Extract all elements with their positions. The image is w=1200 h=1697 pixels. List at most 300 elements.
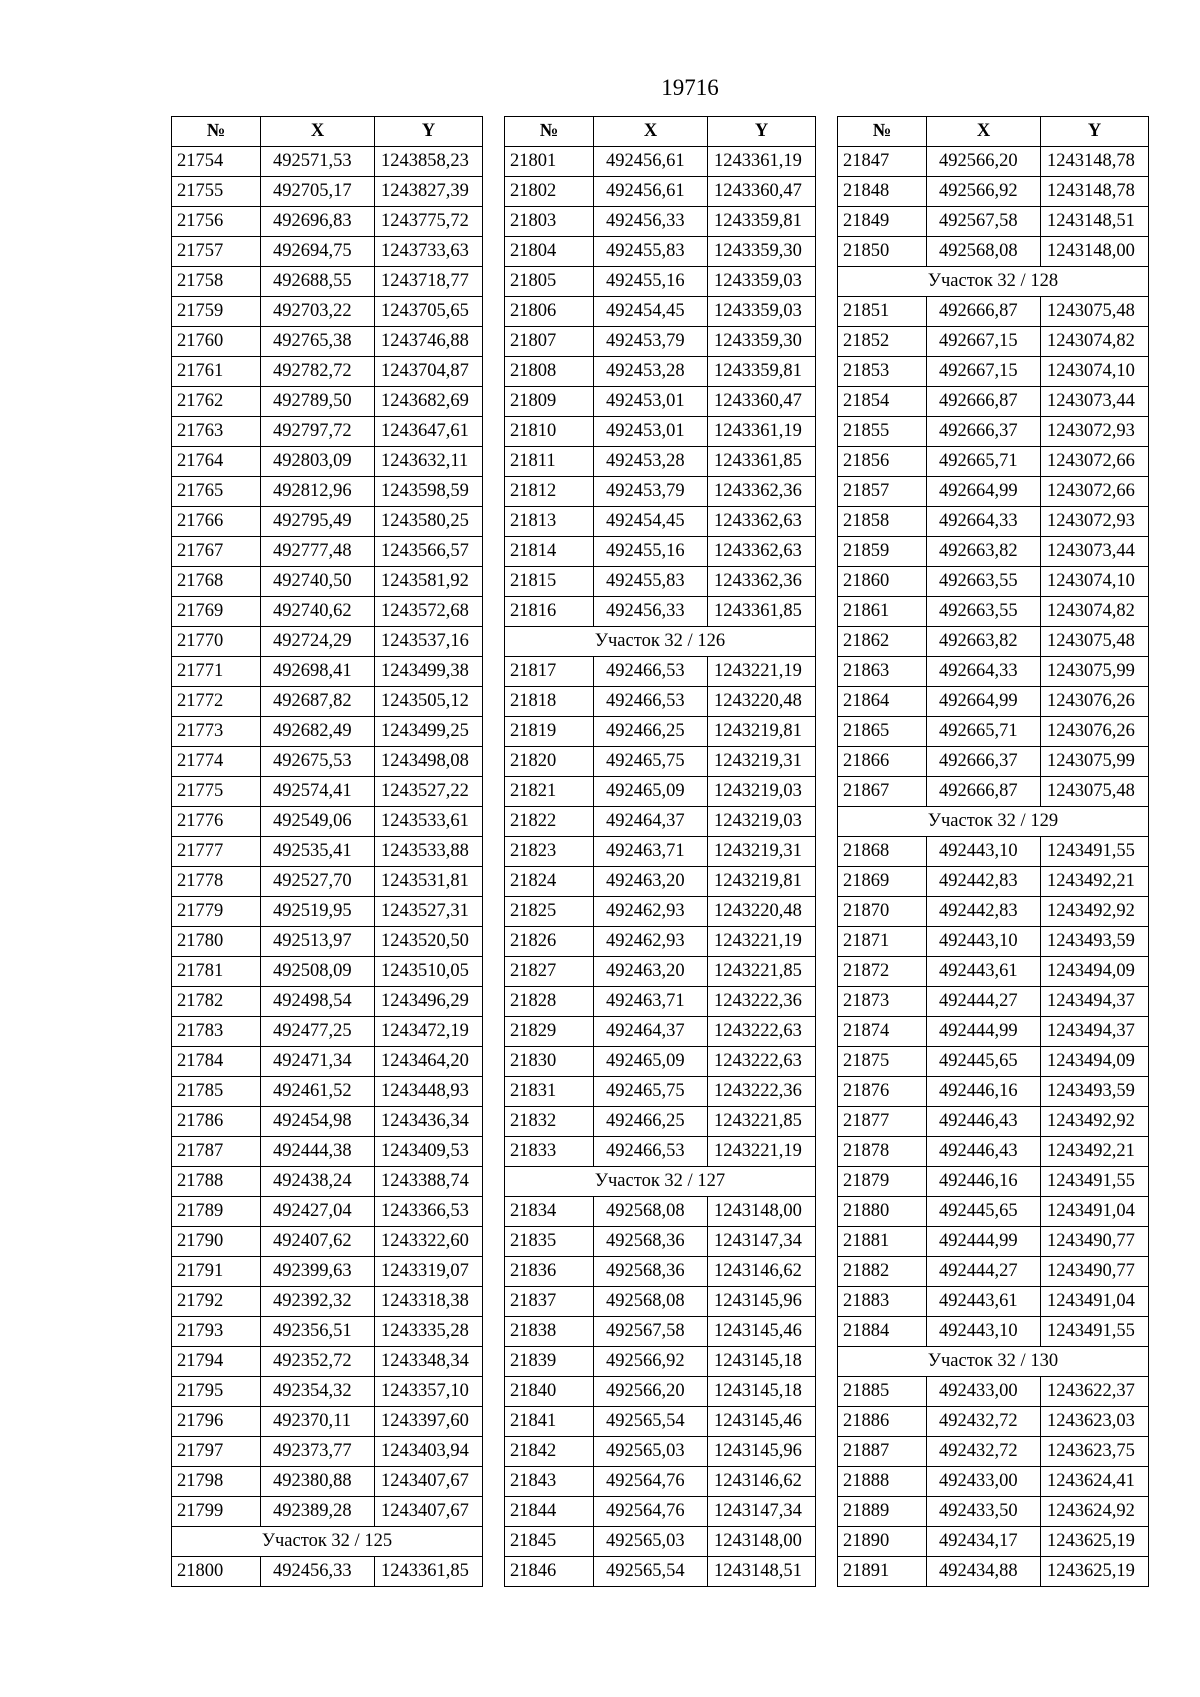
y-coordinate-cell: 1243322,60 — [375, 1227, 483, 1257]
header-number: № — [505, 117, 594, 147]
point-number-cell: 21876 — [838, 1077, 927, 1107]
point-number-cell: 21767 — [172, 537, 261, 567]
point-number-cell: 21867 — [838, 777, 927, 807]
point-number-cell: 21794 — [172, 1347, 261, 1377]
x-coordinate-cell: 492665,71 — [927, 447, 1041, 477]
x-coordinate-cell: 492740,62 — [261, 597, 375, 627]
point-number-cell: 21788 — [172, 1167, 261, 1197]
point-number-cell: 21884 — [838, 1317, 927, 1347]
point-number-cell: 21774 — [172, 747, 261, 777]
y-coordinate-cell: 1243492,92 — [1041, 1107, 1149, 1137]
y-coordinate-cell: 1243075,99 — [1041, 747, 1149, 777]
table-row — [505, 1347, 816, 1377]
x-coordinate-cell: 492663,55 — [927, 597, 1041, 627]
page-number: 19716 — [661, 75, 719, 100]
table-row — [505, 1197, 816, 1227]
point-number-cell: 21802 — [505, 177, 594, 207]
x-coordinate-cell: 492471,34 — [261, 1047, 375, 1077]
x-coordinate-cell: 492703,22 — [261, 297, 375, 327]
x-coordinate-cell: 492568,08 — [594, 1287, 708, 1317]
y-coordinate-cell: 1243360,47 — [708, 177, 816, 207]
y-coordinate-cell: 1243357,10 — [375, 1377, 483, 1407]
x-coordinate-cell: 492407,62 — [261, 1227, 375, 1257]
table-row — [838, 1527, 1149, 1557]
x-coordinate-cell: 492427,04 — [261, 1197, 375, 1227]
point-number-cell: 21775 — [172, 777, 261, 807]
table-row — [505, 177, 816, 207]
table-row — [838, 1017, 1149, 1047]
point-number-cell: 21822 — [505, 807, 594, 837]
table-row — [172, 1497, 483, 1527]
point-number-cell: 21761 — [172, 357, 261, 387]
y-coordinate-cell: 1243491,04 — [1041, 1287, 1149, 1317]
x-coordinate-cell: 492433,00 — [927, 1377, 1041, 1407]
x-coordinate-cell: 492432,72 — [927, 1437, 1041, 1467]
x-coordinate-cell: 492466,53 — [594, 687, 708, 717]
y-coordinate-cell: 1243362,63 — [708, 537, 816, 567]
x-coordinate-cell: 492454,45 — [594, 297, 708, 327]
table-row — [838, 597, 1149, 627]
x-coordinate-cell: 492765,38 — [261, 327, 375, 357]
x-coordinate-cell: 492399,63 — [261, 1257, 375, 1287]
table-row — [172, 447, 483, 477]
y-coordinate-cell: 1243492,92 — [1041, 897, 1149, 927]
y-coordinate-cell: 1243498,08 — [375, 747, 483, 777]
x-coordinate-cell: 492568,08 — [927, 237, 1041, 267]
table-row — [172, 627, 483, 657]
x-coordinate-cell: 492664,33 — [927, 657, 1041, 687]
x-coordinate-cell: 492454,98 — [261, 1107, 375, 1137]
table-row — [172, 1227, 483, 1257]
y-coordinate-cell: 1243490,77 — [1041, 1257, 1149, 1287]
x-coordinate-cell: 492370,11 — [261, 1407, 375, 1437]
x-coordinate-cell: 492463,20 — [594, 957, 708, 987]
point-number-cell: 21886 — [838, 1407, 927, 1437]
x-coordinate-cell: 492803,09 — [261, 447, 375, 477]
point-number-cell: 21830 — [505, 1047, 594, 1077]
y-coordinate-cell: 1243220,48 — [708, 897, 816, 927]
table-row — [505, 387, 816, 417]
x-coordinate-cell: 492443,10 — [927, 927, 1041, 957]
table-row — [172, 927, 483, 957]
table-row — [838, 1557, 1149, 1587]
x-coordinate-cell: 492663,82 — [927, 537, 1041, 567]
y-coordinate-cell: 1243464,20 — [375, 1047, 483, 1077]
x-coordinate-cell: 492466,53 — [594, 1137, 708, 1167]
y-coordinate-cell: 1243361,85 — [375, 1557, 483, 1587]
table-row — [172, 1137, 483, 1167]
table-header-row — [505, 117, 816, 147]
y-coordinate-cell: 1243510,05 — [375, 957, 483, 987]
x-coordinate-cell: 492438,24 — [261, 1167, 375, 1197]
y-coordinate-cell: 1243219,03 — [708, 777, 816, 807]
table-row — [505, 927, 816, 957]
point-number-cell: 21787 — [172, 1137, 261, 1167]
x-coordinate-cell: 492664,33 — [927, 507, 1041, 537]
x-coordinate-cell: 492797,72 — [261, 417, 375, 447]
point-number-cell: 21762 — [172, 387, 261, 417]
point-number-cell: 21855 — [838, 417, 927, 447]
table-row — [838, 687, 1149, 717]
y-coordinate-cell: 1243527,22 — [375, 777, 483, 807]
x-coordinate-cell: 492565,03 — [594, 1527, 708, 1557]
point-number-cell: 21818 — [505, 687, 594, 717]
y-coordinate-cell: 1243858,23 — [375, 147, 483, 177]
table-row — [505, 987, 816, 1017]
x-coordinate-cell: 492463,71 — [594, 987, 708, 1017]
table-header-row — [172, 117, 483, 147]
x-coordinate-cell: 492698,41 — [261, 657, 375, 687]
x-coordinate-cell: 492445,65 — [927, 1047, 1041, 1077]
y-coordinate-cell: 1243533,88 — [375, 837, 483, 867]
y-coordinate-cell: 1243359,30 — [708, 327, 816, 357]
y-coordinate-cell: 1243704,87 — [375, 357, 483, 387]
y-coordinate-cell: 1243148,00 — [708, 1527, 816, 1557]
x-coordinate-cell: 492663,82 — [927, 627, 1041, 657]
x-coordinate-cell: 492444,27 — [927, 1257, 1041, 1287]
header-y: Y — [708, 117, 816, 147]
point-number-cell: 21808 — [505, 357, 594, 387]
point-number-cell: 21783 — [172, 1017, 261, 1047]
table-row — [838, 207, 1149, 237]
x-coordinate-cell: 492392,32 — [261, 1287, 375, 1317]
y-coordinate-cell: 1243074,82 — [1041, 597, 1149, 627]
point-number-cell: 21827 — [505, 957, 594, 987]
x-coordinate-cell: 492442,83 — [927, 867, 1041, 897]
table-row — [505, 597, 816, 627]
point-number-cell: 21812 — [505, 477, 594, 507]
y-coordinate-cell: 1243145,96 — [708, 1287, 816, 1317]
table-row — [838, 297, 1149, 327]
point-number-cell: 21840 — [505, 1377, 594, 1407]
x-coordinate-cell: 492663,55 — [927, 567, 1041, 597]
table-row — [838, 747, 1149, 777]
point-number-cell: 21870 — [838, 897, 927, 927]
section-label: Участок 32 / 130 — [838, 1347, 1149, 1377]
table-row — [172, 1287, 483, 1317]
table-row — [172, 507, 483, 537]
table-row — [172, 957, 483, 987]
table-row — [838, 1497, 1149, 1527]
y-coordinate-cell: 1243145,96 — [708, 1437, 816, 1467]
point-number-cell: 21834 — [505, 1197, 594, 1227]
y-coordinate-cell: 1243598,59 — [375, 477, 483, 507]
y-coordinate-cell: 1243222,36 — [708, 1077, 816, 1107]
x-coordinate-cell: 492433,00 — [927, 1467, 1041, 1497]
x-coordinate-cell: 492443,61 — [927, 1287, 1041, 1317]
y-coordinate-cell: 1243360,47 — [708, 387, 816, 417]
x-coordinate-cell: 492568,36 — [594, 1257, 708, 1287]
table-row — [838, 1317, 1149, 1347]
table-row — [838, 237, 1149, 267]
y-coordinate-cell: 1243219,31 — [708, 747, 816, 777]
table-row — [172, 597, 483, 627]
header-number: № — [838, 117, 927, 147]
y-coordinate-cell: 1243493,59 — [1041, 927, 1149, 957]
x-coordinate-cell: 492564,76 — [594, 1467, 708, 1497]
point-number-cell: 21872 — [838, 957, 927, 987]
table-row — [172, 297, 483, 327]
y-coordinate-cell: 1243682,69 — [375, 387, 483, 417]
table-row — [505, 1317, 816, 1347]
x-coordinate-cell: 492443,61 — [927, 957, 1041, 987]
y-coordinate-cell: 1243147,34 — [708, 1497, 816, 1527]
y-coordinate-cell: 1243580,25 — [375, 507, 483, 537]
table-row — [172, 867, 483, 897]
table-row — [505, 957, 816, 987]
y-coordinate-cell: 1243348,34 — [375, 1347, 483, 1377]
y-coordinate-cell: 1243490,77 — [1041, 1227, 1149, 1257]
x-coordinate-cell: 492566,20 — [594, 1377, 708, 1407]
table-row — [172, 537, 483, 567]
table-row — [838, 657, 1149, 687]
table-row — [838, 357, 1149, 387]
y-coordinate-cell: 1243436,34 — [375, 1107, 483, 1137]
y-coordinate-cell: 1243705,65 — [375, 297, 483, 327]
y-coordinate-cell: 1243623,75 — [1041, 1437, 1149, 1467]
y-coordinate-cell: 1243494,09 — [1041, 957, 1149, 987]
x-coordinate-cell: 492465,09 — [594, 1047, 708, 1077]
coordinates-table-3 — [837, 116, 1149, 1587]
table-row — [838, 507, 1149, 537]
table-row — [172, 1077, 483, 1107]
x-coordinate-cell: 492380,88 — [261, 1467, 375, 1497]
point-number-cell: 21784 — [172, 1047, 261, 1077]
y-coordinate-cell: 1243492,21 — [1041, 867, 1149, 897]
x-coordinate-cell: 492568,36 — [594, 1227, 708, 1257]
point-number-cell: 21888 — [838, 1467, 927, 1497]
table-row — [505, 867, 816, 897]
y-coordinate-cell: 1243075,48 — [1041, 627, 1149, 657]
x-coordinate-cell: 492455,83 — [594, 237, 708, 267]
x-coordinate-cell: 492443,10 — [927, 837, 1041, 867]
x-coordinate-cell: 492465,09 — [594, 777, 708, 807]
point-number-cell: 21795 — [172, 1377, 261, 1407]
section-row — [172, 1527, 483, 1557]
table-row — [505, 657, 816, 687]
point-number-cell: 21809 — [505, 387, 594, 417]
point-number-cell: 21824 — [505, 867, 594, 897]
y-coordinate-cell: 1243073,44 — [1041, 537, 1149, 567]
y-coordinate-cell: 1243362,36 — [708, 477, 816, 507]
x-coordinate-cell: 492455,16 — [594, 267, 708, 297]
table-row — [505, 207, 816, 237]
x-coordinate-cell: 492664,99 — [927, 687, 1041, 717]
y-coordinate-cell: 1243520,50 — [375, 927, 483, 957]
table-row — [172, 1197, 483, 1227]
y-coordinate-cell: 1243222,63 — [708, 1017, 816, 1047]
point-number-cell: 21819 — [505, 717, 594, 747]
table-row — [838, 1437, 1149, 1467]
point-number-cell: 21859 — [838, 537, 927, 567]
y-coordinate-cell: 1243362,63 — [708, 507, 816, 537]
x-coordinate-cell: 492456,33 — [594, 597, 708, 627]
point-number-cell: 21891 — [838, 1557, 927, 1587]
x-coordinate-cell: 492352,72 — [261, 1347, 375, 1377]
point-number-cell: 21770 — [172, 627, 261, 657]
point-number-cell: 21763 — [172, 417, 261, 447]
x-coordinate-cell: 492446,43 — [927, 1137, 1041, 1167]
x-coordinate-cell: 492688,55 — [261, 267, 375, 297]
point-number-cell: 21841 — [505, 1407, 594, 1437]
y-coordinate-cell: 1243148,78 — [1041, 147, 1149, 177]
table-row — [172, 207, 483, 237]
section-row — [505, 627, 816, 657]
x-coordinate-cell: 492687,82 — [261, 687, 375, 717]
x-coordinate-cell: 492574,41 — [261, 777, 375, 807]
table-row — [505, 1467, 816, 1497]
table-row — [172, 1437, 483, 1467]
table-row — [172, 1347, 483, 1377]
x-coordinate-cell: 492498,54 — [261, 987, 375, 1017]
point-number-cell: 21835 — [505, 1227, 594, 1257]
y-coordinate-cell: 1243718,77 — [375, 267, 483, 297]
point-number-cell: 21881 — [838, 1227, 927, 1257]
x-coordinate-cell: 492566,20 — [927, 147, 1041, 177]
y-coordinate-cell: 1243397,60 — [375, 1407, 483, 1437]
y-coordinate-cell: 1243499,25 — [375, 717, 483, 747]
x-coordinate-cell: 492444,27 — [927, 987, 1041, 1017]
point-number-cell: 21757 — [172, 237, 261, 267]
y-coordinate-cell: 1243072,93 — [1041, 507, 1149, 537]
y-coordinate-cell: 1243359,03 — [708, 267, 816, 297]
section-label: Участок 32 / 125 — [172, 1527, 483, 1557]
x-coordinate-cell: 492566,92 — [927, 177, 1041, 207]
table-row — [505, 717, 816, 747]
x-coordinate-cell: 492433,50 — [927, 1497, 1041, 1527]
point-number-cell: 21848 — [838, 177, 927, 207]
table-row — [838, 867, 1149, 897]
table-row — [172, 1557, 483, 1587]
x-coordinate-cell: 492777,48 — [261, 537, 375, 567]
x-coordinate-cell: 492454,45 — [594, 507, 708, 537]
point-number-cell: 21836 — [505, 1257, 594, 1287]
x-coordinate-cell: 492465,75 — [594, 747, 708, 777]
x-coordinate-cell: 492696,83 — [261, 207, 375, 237]
table-row — [505, 567, 816, 597]
table-row — [838, 1287, 1149, 1317]
table-row — [172, 1467, 483, 1497]
y-coordinate-cell: 1243219,81 — [708, 867, 816, 897]
point-number-cell: 21768 — [172, 567, 261, 597]
y-coordinate-cell: 1243361,19 — [708, 417, 816, 447]
point-number-cell: 21857 — [838, 477, 927, 507]
table-row — [505, 1257, 816, 1287]
coordinates-table-1 — [171, 116, 483, 1587]
point-number-cell: 21853 — [838, 357, 927, 387]
y-coordinate-cell: 1243505,12 — [375, 687, 483, 717]
table-row — [838, 987, 1149, 1017]
x-coordinate-cell: 492456,33 — [594, 207, 708, 237]
table-row — [505, 327, 816, 357]
point-number-cell: 21828 — [505, 987, 594, 1017]
x-coordinate-cell: 492443,10 — [927, 1317, 1041, 1347]
x-coordinate-cell: 492549,06 — [261, 807, 375, 837]
table-row — [172, 747, 483, 777]
y-coordinate-cell: 1243496,29 — [375, 987, 483, 1017]
y-coordinate-cell: 1243493,59 — [1041, 1077, 1149, 1107]
point-number-cell: 21820 — [505, 747, 594, 777]
point-number-cell: 21769 — [172, 597, 261, 627]
x-coordinate-cell: 492444,99 — [927, 1017, 1041, 1047]
table-row — [505, 747, 816, 777]
y-coordinate-cell: 1243146,62 — [708, 1257, 816, 1287]
section-label: Участок 32 / 126 — [505, 627, 816, 657]
point-number-cell: 21765 — [172, 477, 261, 507]
table-row — [172, 807, 483, 837]
point-number-cell: 21831 — [505, 1077, 594, 1107]
point-number-cell: 21832 — [505, 1107, 594, 1137]
y-coordinate-cell: 1243572,68 — [375, 597, 483, 627]
point-number-cell: 21850 — [838, 237, 927, 267]
x-coordinate-cell: 492564,76 — [594, 1497, 708, 1527]
y-coordinate-cell: 1243647,61 — [375, 417, 483, 447]
point-number-cell: 21773 — [172, 717, 261, 747]
x-coordinate-cell: 492567,58 — [927, 207, 1041, 237]
point-number-cell: 21778 — [172, 867, 261, 897]
table-row — [838, 327, 1149, 357]
point-number-cell: 21776 — [172, 807, 261, 837]
x-coordinate-cell: 492354,32 — [261, 1377, 375, 1407]
point-number-cell: 21814 — [505, 537, 594, 567]
x-coordinate-cell: 492462,93 — [594, 927, 708, 957]
section-label: Участок 32 / 129 — [838, 807, 1149, 837]
header-x: X — [261, 117, 375, 147]
x-coordinate-cell: 492432,72 — [927, 1407, 1041, 1437]
x-coordinate-cell: 492666,87 — [927, 297, 1041, 327]
point-number-cell: 21829 — [505, 1017, 594, 1047]
x-coordinate-cell: 492667,15 — [927, 327, 1041, 357]
table-row — [172, 147, 483, 177]
table-row — [505, 477, 816, 507]
point-number-cell: 21796 — [172, 1407, 261, 1437]
point-number-cell: 21807 — [505, 327, 594, 357]
y-coordinate-cell: 1243075,99 — [1041, 657, 1149, 687]
point-number-cell: 21805 — [505, 267, 594, 297]
point-number-cell: 21833 — [505, 1137, 594, 1167]
x-coordinate-cell: 492444,38 — [261, 1137, 375, 1167]
y-coordinate-cell: 1243624,41 — [1041, 1467, 1149, 1497]
x-coordinate-cell: 492665,71 — [927, 717, 1041, 747]
x-coordinate-cell: 492446,16 — [927, 1167, 1041, 1197]
x-coordinate-cell: 492453,28 — [594, 447, 708, 477]
y-coordinate-cell: 1243775,72 — [375, 207, 483, 237]
y-coordinate-cell: 1243625,19 — [1041, 1527, 1149, 1557]
x-coordinate-cell: 492445,65 — [927, 1197, 1041, 1227]
table-row — [838, 1377, 1149, 1407]
table-row — [172, 1377, 483, 1407]
y-coordinate-cell: 1243219,31 — [708, 837, 816, 867]
point-number-cell: 21882 — [838, 1257, 927, 1287]
point-number-cell: 21811 — [505, 447, 594, 477]
x-coordinate-cell: 492705,17 — [261, 177, 375, 207]
table-row — [505, 1137, 816, 1167]
point-number-cell: 21758 — [172, 267, 261, 297]
point-number-cell: 21885 — [838, 1377, 927, 1407]
table-row — [838, 957, 1149, 987]
section-row — [505, 1167, 816, 1197]
y-coordinate-cell: 1243359,03 — [708, 297, 816, 327]
table-row — [838, 177, 1149, 207]
point-number-cell: 21844 — [505, 1497, 594, 1527]
point-number-cell: 21865 — [838, 717, 927, 747]
y-coordinate-cell: 1243537,16 — [375, 627, 483, 657]
x-coordinate-cell: 492373,77 — [261, 1437, 375, 1467]
point-number-cell: 21852 — [838, 327, 927, 357]
point-number-cell: 21821 — [505, 777, 594, 807]
point-number-cell: 21798 — [172, 1467, 261, 1497]
table-row — [838, 627, 1149, 657]
